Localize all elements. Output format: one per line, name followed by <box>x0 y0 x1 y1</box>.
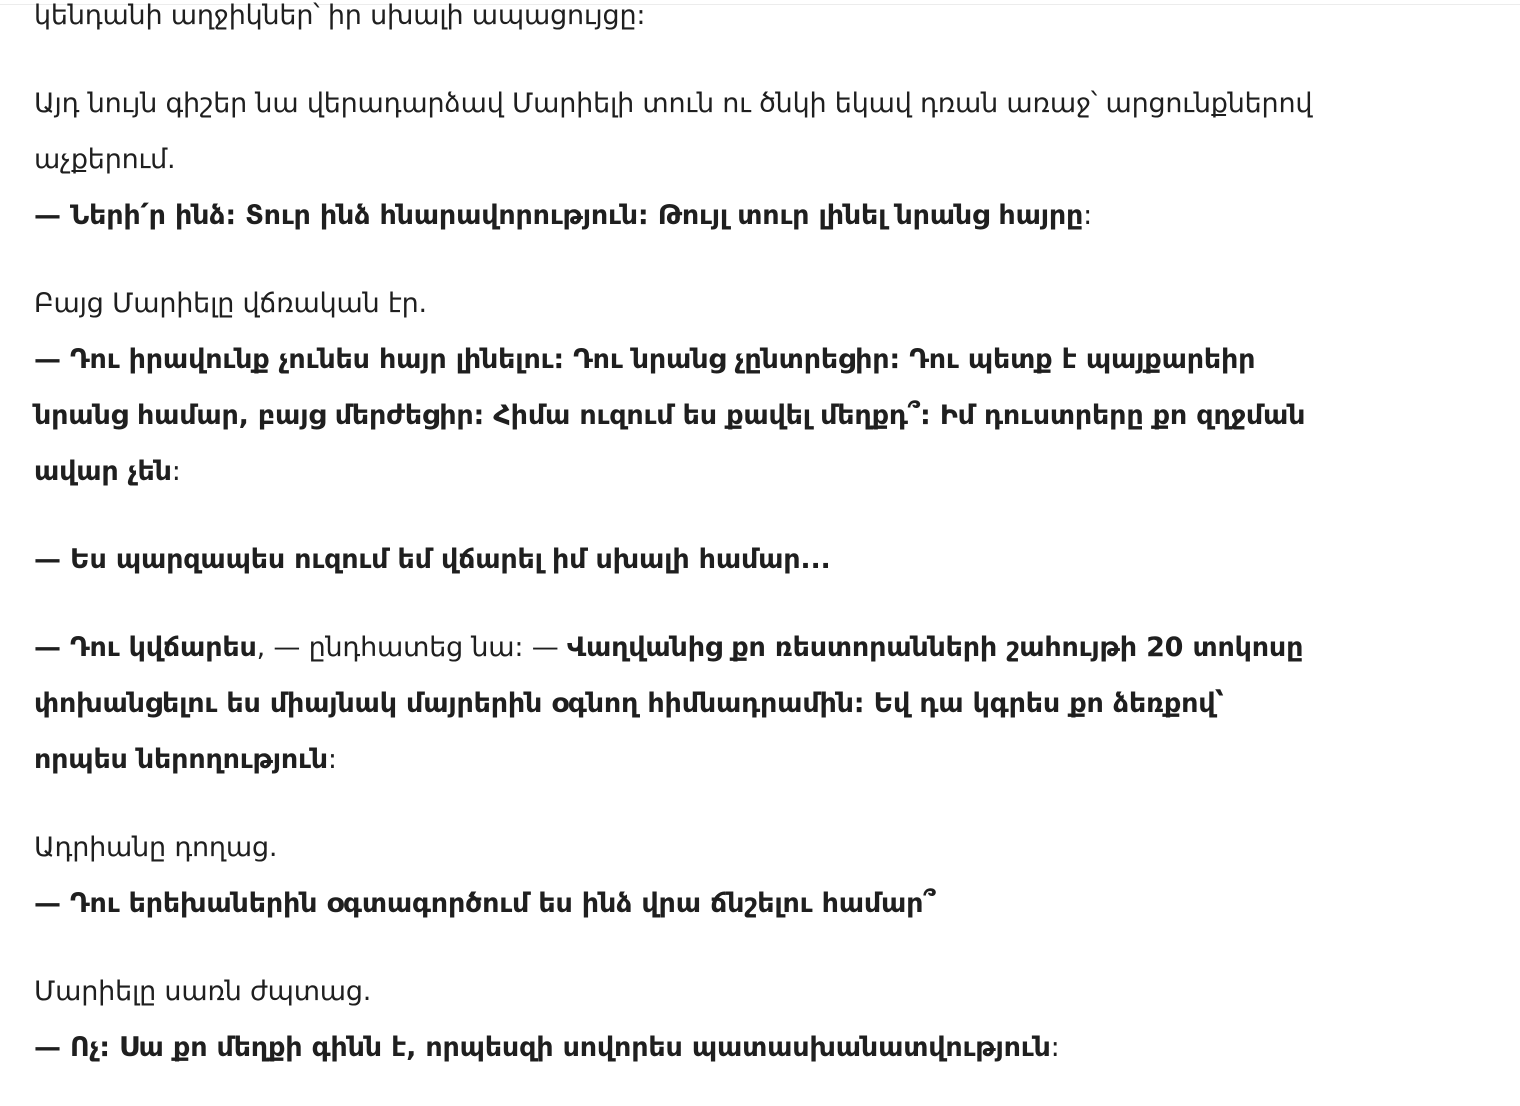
punctuation: : <box>1083 200 1093 231</box>
punctuation: : <box>171 456 181 487</box>
paragraph-7 <box>34 620 1324 788</box>
narration: , — ընդհատեց նա: — <box>256 632 567 663</box>
paragraph-1: կենդանի աղջիկներ՝ իր սխալի ապացույցը: <box>34 0 646 31</box>
punctuation: : <box>327 744 337 775</box>
paragraph-6: — Ես պարզապես ուզում եմ վճարել իմ սխալի համար... <box>34 544 831 575</box>
paragraph-9: — Դու երեխաներին օգտագործում ես ինձ վրա ճնշելու համար՞ <box>34 888 936 919</box>
dialogue-line: Վաղվանից քո ռեստորանների շահույթի 20 տոկոսը փոխանցելու ես միայնակ մայրերին օգնող հիմնադրամին: Եվ դա կգրես քո ձեռքով՝ որպես ներողություն <box>34 632 1304 775</box>
paragraph-8: Ադրիանը դողաց. <box>34 832 278 863</box>
paragraph-5 <box>34 332 1324 500</box>
paragraph-11 <box>34 1020 1324 1076</box>
dialogue-line: — Դու կվճարես <box>34 632 257 663</box>
dialogue-line: — Ների՛ր ինձ: Տուր ինձ հնարավորություն: Թույլ տուր լինել նրանց հայրը <box>34 200 1084 231</box>
article-body <box>34 0 1324 1076</box>
paragraph-10: Մարիելը սառն ժպտաց. <box>34 976 372 1007</box>
paragraph-4: Բայց Մարիելը վճռական էր. <box>34 288 427 319</box>
dialogue-line: — Դու իրավունք չունես հայր լինելու: Դու նրանց չընտրեցիր: Դու պետք է պայքարեիր նրանց համար, բայց մերժեցիր: Հիմա ուզում ես քավել մեղքդ՞: Իմ դուստրերը քո զղջման ավար չեն <box>34 344 1306 487</box>
dialogue-line: — Ոչ: Սա քո մեղքի գինն է, որպեսզի սովորես պատասխանատվություն <box>34 1032 1051 1063</box>
paragraph-3 <box>34 188 1324 244</box>
paragraph-2: Այդ նույն գիշեր նա վերադարձավ Մարիելի տուն ու ծնկի եկավ դռան առաջ՝ արցունքներով աչքերում. <box>34 88 1313 175</box>
punctuation: : <box>1050 1032 1060 1063</box>
